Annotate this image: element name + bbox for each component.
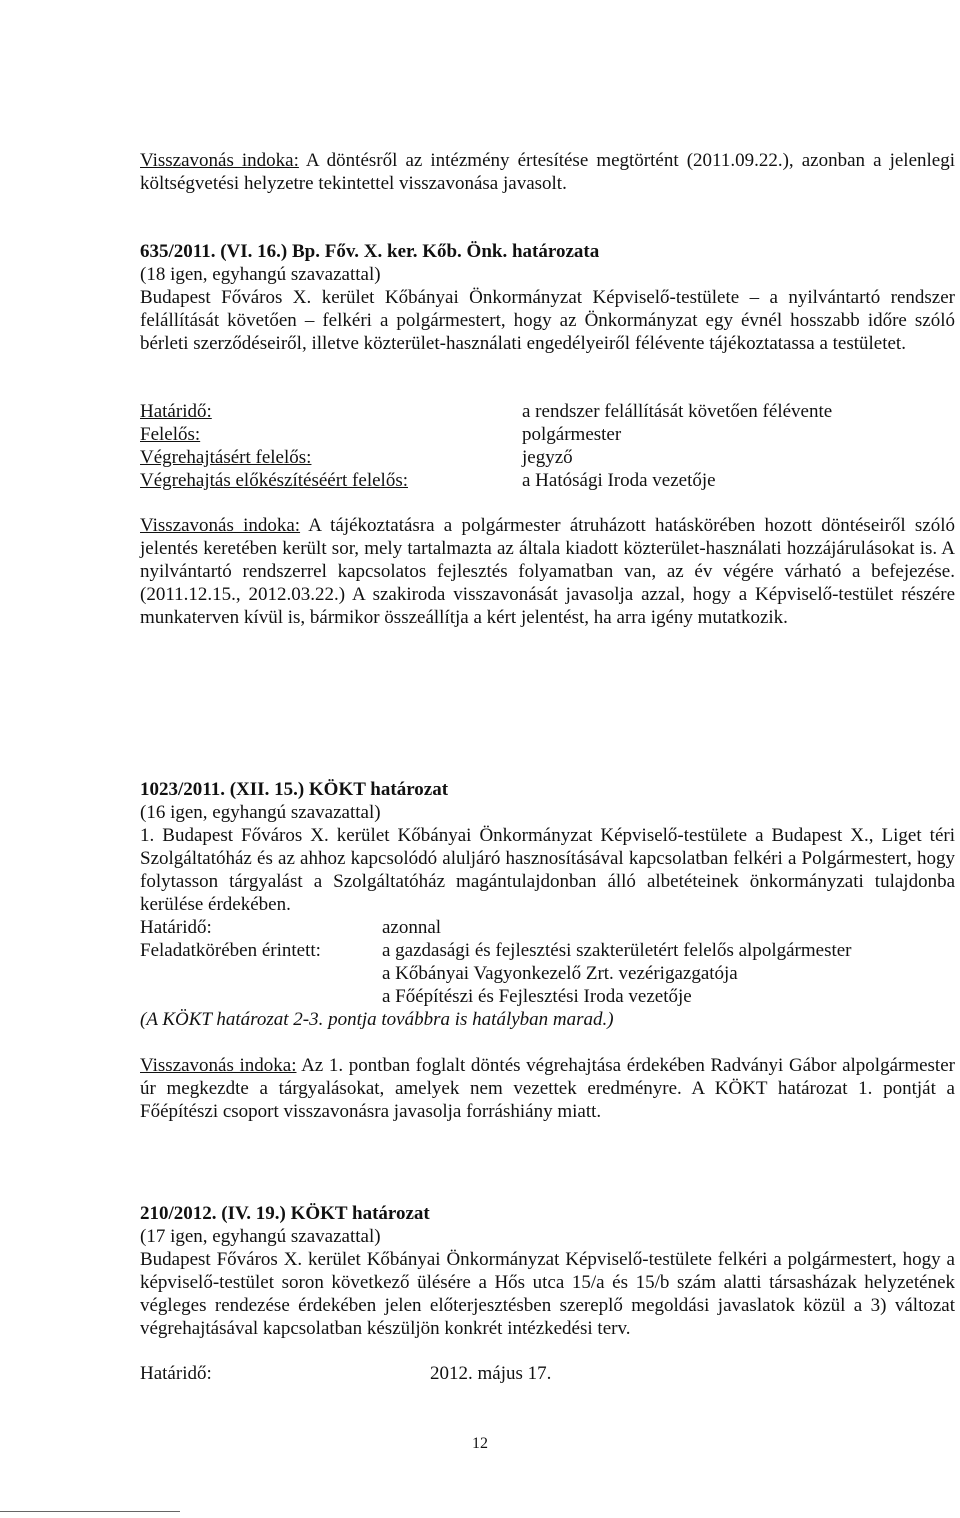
deadline-label: Határidő: [140, 401, 212, 422]
section2-heading: 1023/2011. (XII. 15.) KÖKT határozat [140, 779, 449, 800]
section1-executor-row [140, 446, 955, 469]
section3-deadline-row [140, 1362, 955, 1385]
section2-affected-row-2 [140, 962, 955, 985]
affected-label: Feladatkörében érintett: [140, 940, 321, 961]
preparer-value: a Hatósági Iroda vezetője [522, 470, 716, 491]
revocation-reason-text: A döntésről az intézmény értesítése megtörtént (2011.09.22.), azonban a jelenlegi költségvetési helyzetre tekintettel visszavonása javasolt. [140, 150, 955, 194]
executor-label: Végrehajtásért felelős: [140, 447, 312, 468]
section2-affected-row-3 [140, 985, 955, 1008]
deadline-value: a rendszer felállítását követően félévente [522, 401, 833, 422]
section2-affected-row [140, 939, 955, 962]
responsible-value: polgármester [522, 424, 622, 445]
revocation-reason-label: Visszavonás indoka: [140, 150, 299, 171]
page-number: 12 [472, 1435, 488, 1452]
section1-votes: (18 igen, egyhangú szavazattal) [140, 264, 381, 285]
footer-divider [0, 1511, 180, 1512]
section2-note: (A KÖKT határozat 2-3. pontja továbbra is hatályban marad.) [140, 1009, 614, 1030]
affected-value-2: a Kőbányai Vagyonkezelő Zrt. vezérigazgatója [382, 963, 738, 984]
section2-body: 1. Budapest Főváros X. kerület Kőbányai Önkormányzat Képviselő-testülete a Budapest X., Liget téri Szolgáltatóház és az ahhoz kapcsolódó aluljáró hasznosításával kapcsolatban felkéri a Polgármestert, hogy folytasson tárgyalást a Szolgáltatóház magántulajdonban álló albetéteinek önkormányzati tulajdonba kerülése érdekében. [140, 825, 955, 915]
deadline-value: 2012. május 17. [430, 1363, 552, 1384]
section2-votes: (16 igen, egyhangú szavazattal) [140, 802, 381, 823]
section3-body: Budapest Főváros X. kerület Kőbányai Önkormányzat Képviselő-testülete felkéri a polgármestert, hogy a képviselő-testület soron következő ülésére a Hős utca 15/a és 15/b szám alatti társasházak helyzetének végleges rendezése érdekében jelen előterjesztésben szereplő megoldási javaslatok közül a 3) változat végrehajtásával kapcsolatban készüljön konkrét intézkedési terv. [140, 1249, 955, 1339]
section1-revocation-reason [140, 514, 955, 629]
top-revocation-reason [140, 149, 955, 195]
revocation-reason-text: A tájékoztatásra a polgármester átruházott hatáskörében hozott döntéseiről szóló jelentés keretében került sor, mely tartalmazta az általa kiadott közterület-használati hozzájárulásokat is. A nyilvántartó rendszerrel kapcsolatos fejlesztés folyamatban van, az év végére várható a befejezése. (2011.12.15., 2012.03.22.) A szakiroda visszavonását javasolja azzal, hogy a Képviselő-testület részére munkaterven kívül is, bármikor összeállítja a kért jelentést, ha arra igény mutatkozik. [140, 515, 955, 628]
preparer-label: Végrehajtás előkészítéséért felelős: [140, 470, 408, 491]
deadline-value: azonnal [382, 917, 442, 938]
section1-preparer-row [140, 469, 955, 492]
section1-heading: 635/2011. (VI. 16.) Bp. Főv. X. ker. Kőb. Önk. határozata [140, 241, 600, 262]
section1-body: Budapest Főváros X. kerület Kőbányai Önkormányzat Képviselő-testülete – a nyilvántartó rendszer felállítását követően – felkéri a polgármestert, hogy az Önkormányzat egy évnél hosszabb időre szóló bérleti szerződéseiről, illetve közterület-használati engedélyeiről félévente tájékoztatassa a testületet. [140, 287, 955, 354]
revocation-reason-label: Visszavonás indoka: [140, 1055, 297, 1076]
executor-value: jegyző [522, 447, 573, 468]
section1-deadline-row [140, 400, 955, 423]
affected-value-3: a Főépítészi és Fejlesztési Iroda vezetője [382, 986, 692, 1007]
deadline-label: Határidő: [140, 1363, 212, 1384]
section3-heading: 210/2012. (IV. 19.) KÖKT határozat [140, 1203, 430, 1224]
section2-deadline-row [140, 916, 955, 939]
responsible-label: Felelős: [140, 424, 201, 445]
revocation-reason-label: Visszavonás indoka: [140, 515, 301, 536]
revocation-reason-text: Az 1. pontban foglalt döntés végrehajtása érdekében Radványi Gábor alpolgármester úr megkezdte a tárgyalásokat, amelyek nem vezettek eredményre. A KÖKT határozat 1. pontját a Főépítészi csoport visszavonásra javasolja forráshiány miatt. [140, 1055, 955, 1122]
section1-responsible-row [140, 423, 955, 446]
affected-value-1: a gazdasági és fejlesztési szakterületért felelős alpolgármester [382, 940, 852, 961]
deadline-label: Határidő: [140, 917, 212, 938]
section3-votes: (17 igen, egyhangú szavazattal) [140, 1226, 381, 1247]
section2-revocation-reason [140, 1054, 955, 1123]
